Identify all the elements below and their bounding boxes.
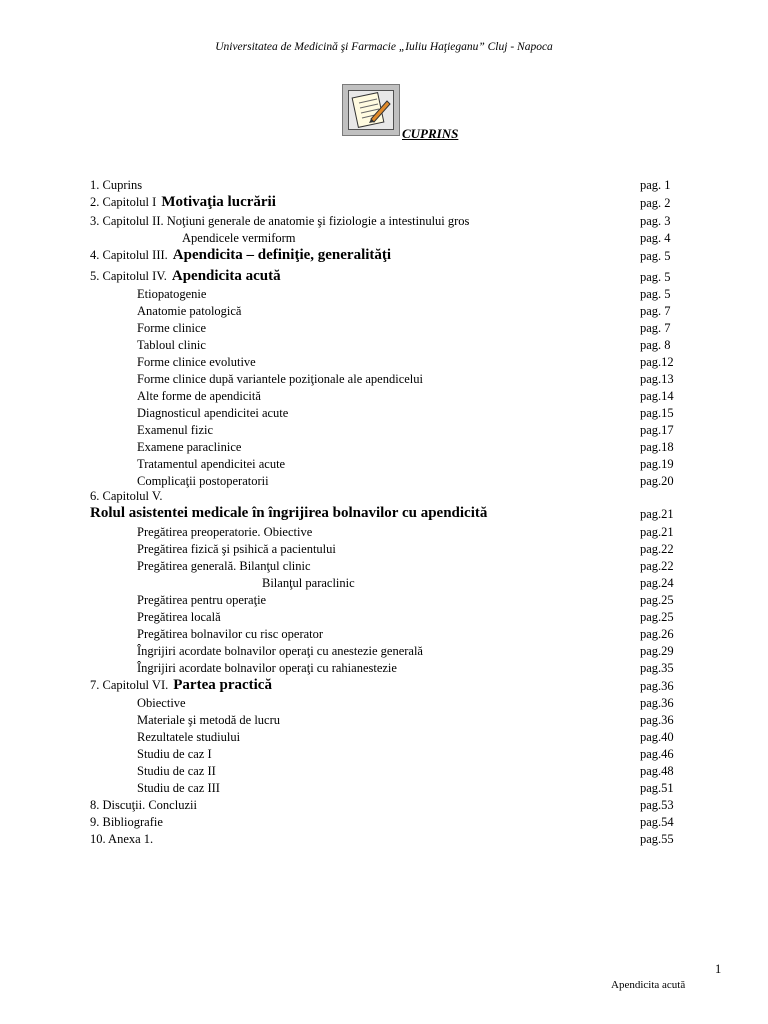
toc-chapter-name: Partea practică [173, 677, 272, 693]
toc-page-ref: pag.29 [640, 644, 674, 658]
toc-row [0, 212, 768, 229]
toc-entry-title [137, 610, 221, 625]
toc-row [0, 387, 768, 404]
toc-entry-title [137, 542, 336, 557]
toc-entry-title [137, 355, 256, 370]
toc-page-ref: pag.25 [640, 593, 674, 607]
toc-row [0, 574, 768, 591]
toc-entry-label: Bilanţul paraclinic [262, 576, 355, 590]
toc-page-ref: pag.53 [640, 798, 674, 812]
toc-page-ref: pag. 5 [640, 270, 671, 284]
toc-page-ref: pag.18 [640, 440, 674, 454]
toc-entry-title [90, 505, 487, 522]
toc-entry-title [137, 644, 423, 659]
toc-entry-title [137, 764, 216, 779]
toc-entry-label: Forme clinice evolutive [137, 355, 256, 369]
toc-entry-title [182, 231, 296, 246]
toc-page-ref: pag.46 [640, 747, 674, 761]
footer-title: Apendicita acută [611, 979, 686, 991]
toc-row [0, 625, 768, 642]
toc-page-ref: pag.12 [640, 355, 674, 369]
toc-row [0, 728, 768, 745]
toc-page-ref: pag. 7 [640, 304, 671, 318]
toc-chapter-name: Apendicita acută [171, 268, 281, 284]
toc-row [0, 353, 768, 370]
toc-page-ref: pag. 1 [640, 178, 671, 192]
toc-entry-title [137, 559, 311, 574]
toc-page-ref: pag.36 [640, 696, 674, 710]
toc-page-ref: pag. 7 [640, 321, 671, 335]
toc-row [0, 302, 768, 319]
toc-row [0, 505, 768, 522]
toc-page-ref: pag. 5 [640, 287, 671, 301]
toc-entry-label: Materiale şi metodă de lucru [137, 713, 280, 727]
toc-entry-title [90, 247, 391, 264]
toc-page-ref: pag.24 [640, 576, 674, 590]
toc-entry-label: Îngrijiri acordate bolnavilor operaţi cu anestezie generală [137, 644, 423, 658]
toc-page-ref: pag. 3 [640, 214, 671, 228]
toc-entry-label: Pregătirea pentru operaţie [137, 593, 267, 607]
notepad-pencil-icon [342, 84, 400, 136]
toc-page-ref: pag.14 [640, 389, 674, 403]
toc-row [0, 523, 768, 540]
toc-chapter-name: Apendicita – definiţie, generalităţi [172, 247, 392, 263]
toc-row [0, 370, 768, 387]
toc-entry-label: Apendicele vermiform [182, 231, 296, 245]
toc-row [0, 176, 768, 193]
toc-entry-title [137, 389, 261, 404]
toc-row [0, 711, 768, 728]
toc-entry-title [90, 489, 162, 504]
toc-entry-title [137, 525, 312, 540]
toc-entry-title [137, 696, 186, 711]
toc-page-ref: pag.55 [640, 832, 674, 846]
toc-row [0, 268, 768, 285]
toc-entry-title [90, 268, 281, 285]
toc-entry-label: Studiu de caz II [137, 764, 216, 778]
toc-entry-label: Îngrijiri acordate bolnavilor operaţi cu rahianestezie [137, 661, 397, 675]
toc-entry-title [137, 304, 241, 319]
toc-entry-label: 8. Discuţii. Concluzii [90, 798, 197, 812]
toc-entry-label: Forme clinice [137, 321, 207, 335]
toc-row [0, 677, 768, 694]
toc-page-ref: pag.21 [640, 525, 674, 539]
toc-row [0, 642, 768, 659]
toc-entry-label: Pregătirea locală [137, 610, 221, 624]
toc-entry-title [137, 730, 240, 745]
toc-entry-title [90, 214, 469, 229]
toc-entry-label: Examenul fizic [137, 423, 214, 437]
toc-row [0, 487, 768, 504]
toc-row [0, 762, 768, 779]
toc-entry-title [137, 457, 285, 472]
toc-entry-label: 10. Anexa 1. [90, 832, 154, 846]
toc-entry-label: Diagnosticul apendicitei acute [137, 406, 289, 420]
toc-entry-title [137, 338, 206, 353]
toc-page-ref: pag. 8 [640, 338, 671, 352]
toc-page-ref: pag.13 [640, 372, 674, 386]
toc-entry-label: 7. Capitolul VI. [90, 678, 169, 692]
toc-row [0, 455, 768, 472]
toc-chapter-name: Motivaţia lucrării [161, 194, 276, 210]
toc-entry-label: Pregătirea bolnavilor cu risc operator [137, 627, 324, 641]
toc-row [0, 229, 768, 246]
toc-page-ref: pag.40 [640, 730, 674, 744]
toc-row [0, 319, 768, 336]
toc-page-ref: pag.36 [640, 713, 674, 727]
toc-page-ref: pag.54 [640, 815, 674, 829]
toc-page-ref: pag.20 [640, 474, 674, 488]
page-header: Universitatea de Medicină şi Farmacie „Iuliu Haţieganu” Cluj - Napoca [215, 41, 553, 53]
toc-row [0, 285, 768, 302]
toc-entry-label: 5. Capitolul IV. [90, 269, 167, 283]
toc-entry-label: Alte forme de apendicită [137, 389, 261, 403]
toc-entry-label: Complicaţii postoperatorii [137, 474, 269, 488]
toc-entry-label: Rezultatele studiului [137, 730, 241, 744]
toc-page-ref: pag.15 [640, 406, 674, 420]
toc-entry-label: Studiu de caz III [137, 781, 220, 795]
toc-entry-label: Pregătirea generală. Bilanţul clinic [137, 559, 311, 573]
toc-entry-label: Pregătirea preoperatorie. Obiective [137, 525, 313, 539]
toc-page-ref: pag. 2 [640, 196, 671, 210]
toc-row [0, 796, 768, 813]
toc-row [0, 591, 768, 608]
toc-page-ref: pag.36 [640, 679, 674, 693]
toc-page-ref: pag.19 [640, 457, 674, 471]
toc-entry-title [137, 661, 397, 676]
toc-row [0, 659, 768, 676]
toc-chapter-name: Rolul asistentei medicale în îngrijirea bolnavilor cu apendicită [90, 505, 488, 521]
toc-entry-label: 2. Capitolul I [90, 195, 157, 209]
toc-entry-label: 1. Cuprins [90, 178, 143, 192]
toc-entry-label: 4. Capitolul III. [90, 248, 168, 262]
page-number: 1 [715, 962, 722, 976]
toc-page-ref: pag.21 [640, 507, 674, 521]
toc-entry-title [137, 423, 213, 438]
toc-entry-title [90, 815, 163, 830]
toc-entry-title [90, 677, 272, 694]
toc-entry-title [137, 593, 266, 608]
toc-page-ref: pag.26 [640, 627, 674, 641]
toc-row [0, 194, 768, 211]
toc-row [0, 336, 768, 353]
toc-page-ref: pag. 5 [640, 249, 671, 263]
toc-entry-title [137, 406, 288, 421]
toc-entry-label: Anatomie patologică [137, 304, 242, 318]
toc-entry-title [137, 287, 206, 302]
toc-entry-label: Studiu de caz I [137, 747, 212, 761]
toc-row [0, 421, 768, 438]
toc-row [0, 557, 768, 574]
toc-entry-title [90, 798, 197, 813]
toc-entry-label: Etiopatogenie [137, 287, 207, 301]
toc-entry-title [137, 440, 241, 455]
toc-entry-title [90, 832, 153, 847]
toc-row [0, 540, 768, 557]
toc-entry-label: 3. Capitolul II. Noţiuni generale de anatomie şi fiziologie a intestinului gros [90, 214, 470, 228]
toc-entry-title [137, 627, 323, 642]
toc-page-ref: pag.17 [640, 423, 674, 437]
toc-row [0, 813, 768, 830]
toc-row [0, 404, 768, 421]
toc-entry-title [137, 321, 206, 336]
toc-entry-title [137, 747, 212, 762]
toc-page-ref: pag.51 [640, 781, 674, 795]
toc-entry-label: 9. Bibliografie [90, 815, 163, 829]
toc-entry-title [262, 576, 355, 591]
toc-entry-title [90, 194, 276, 211]
toc-page-ref: pag.25 [640, 610, 674, 624]
toc-row [0, 247, 768, 264]
toc-row [0, 745, 768, 762]
toc-entry-label: Obiective [137, 696, 186, 710]
toc-entry-label: Tratamentul apendicitei acute [137, 457, 286, 471]
toc-page-ref: pag. 4 [640, 231, 671, 245]
toc-row [0, 694, 768, 711]
toc-entry-title [137, 372, 423, 387]
toc-entry-title [137, 781, 220, 796]
toc-page-ref: pag.22 [640, 542, 674, 556]
toc-row [0, 608, 768, 625]
toc-row [0, 830, 768, 847]
toc-page-ref: pag.35 [640, 661, 674, 675]
toc-entry-label: 6. Capitolul V. [90, 489, 163, 503]
toc-entry-label: Tabloul clinic [137, 338, 206, 352]
toc-entry-label: Forme clinice după variantele poziţionale ale apendicelui [137, 372, 423, 386]
toc-entry-label: Pregătirea fizică şi psihică a pacientului [137, 542, 336, 556]
toc-title: CUPRINS [402, 126, 459, 141]
toc-row [0, 779, 768, 796]
toc-entry-label: Examene paraclinice [137, 440, 242, 454]
toc-row [0, 438, 768, 455]
toc-page-ref: pag.48 [640, 764, 674, 778]
toc-entry-title [90, 178, 142, 193]
toc-page-ref: pag.22 [640, 559, 674, 573]
toc-entry-title [137, 713, 280, 728]
